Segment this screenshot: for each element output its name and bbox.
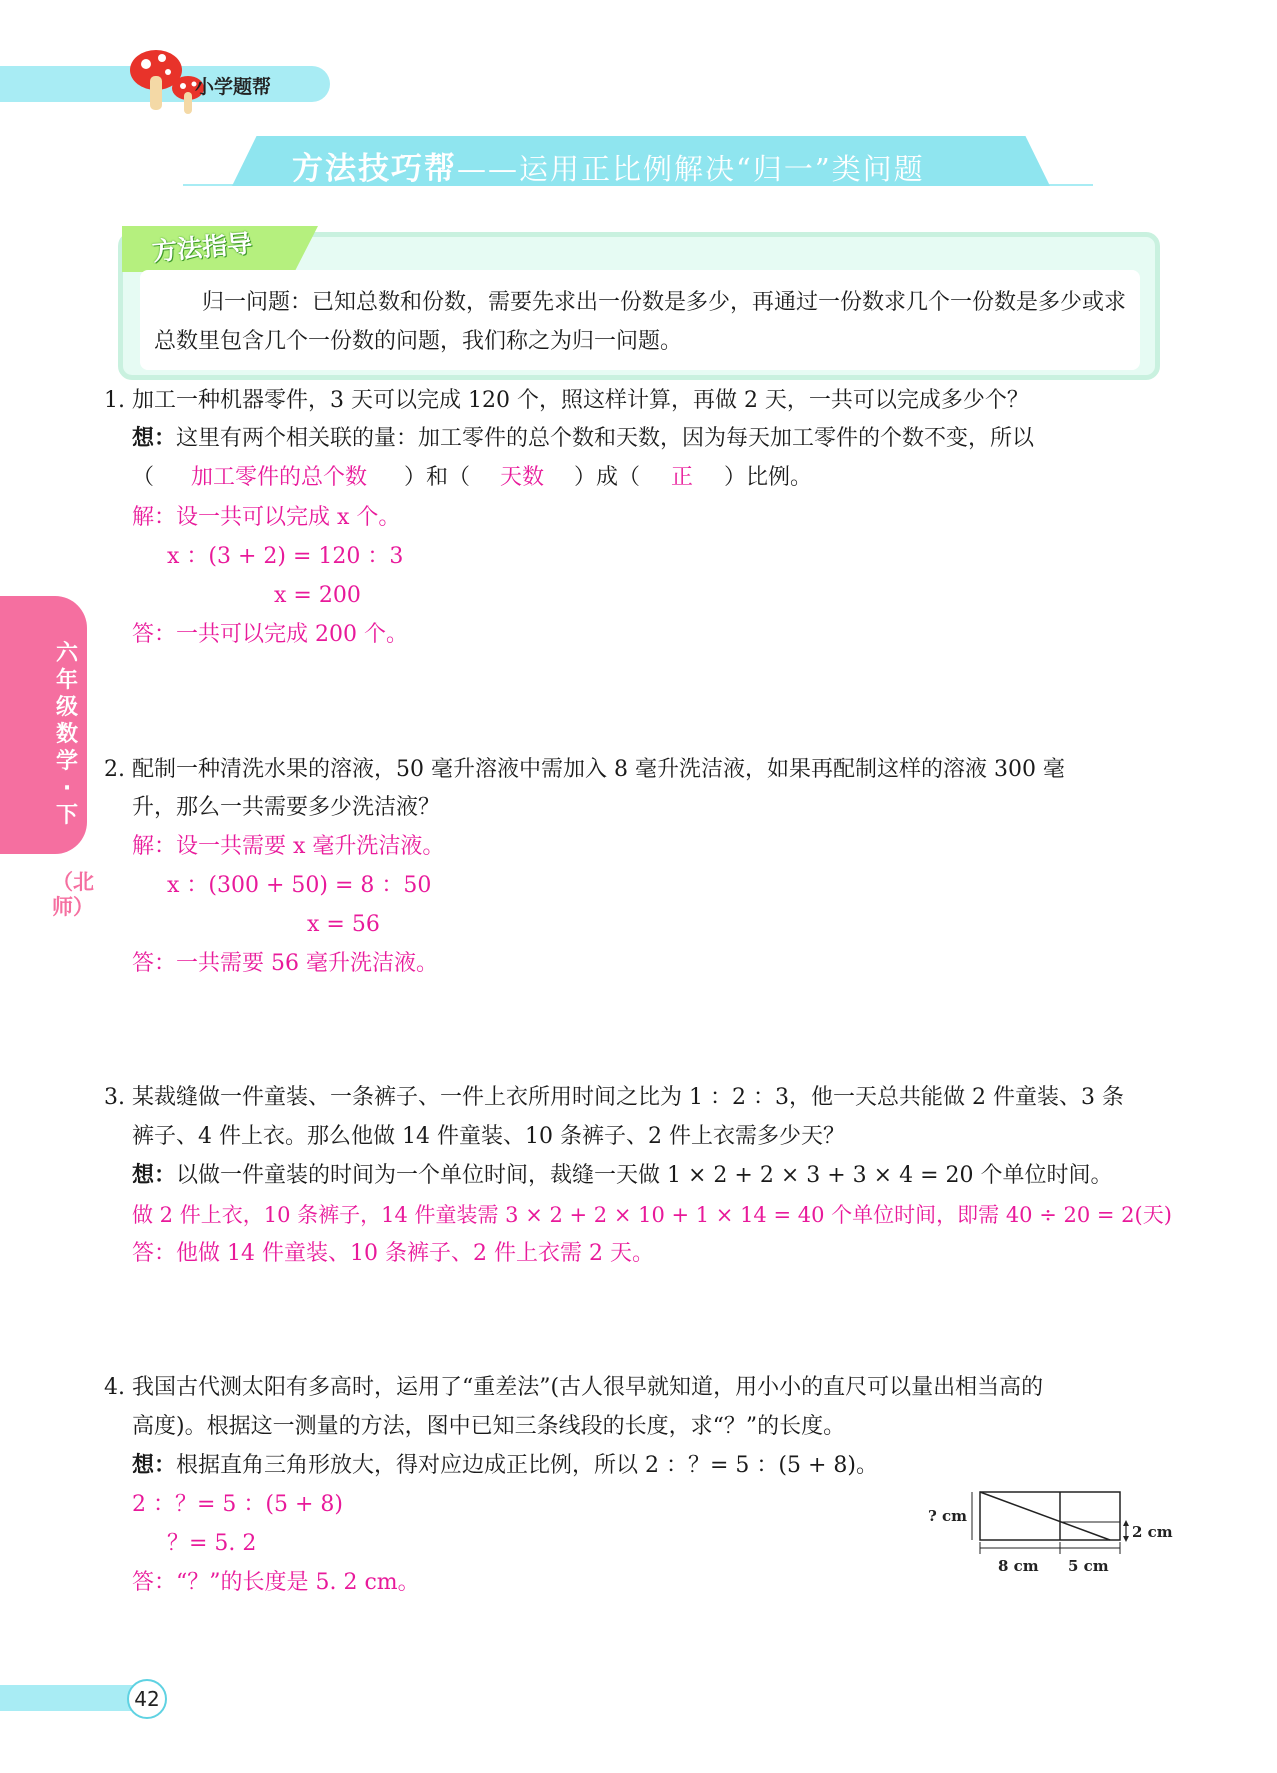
label-8cm: 8 cm [998, 1557, 1039, 1575]
q4-think-label: 想： [132, 1453, 177, 1478]
q3-stem-2: 裤子、4 件上衣。那么他做 14 件童装、10 条裤子、2 件上衣需多少天？ [132, 1124, 845, 1149]
q4-answer: 答：“？”的长度是 5. 2 cm。 [132, 1570, 420, 1595]
guide-text: 归一问题：已知总数和份数，需要先求出一份数是多少，再通过一份数求几个一份数是多少或求总数里包含几个一份数的问题，我们称之为归一问题。 [154, 290, 1127, 354]
q1-solution-2: x ：(3 + 2) = 120 ：3 [167, 544, 404, 569]
q1-paren: ）比例。 [724, 465, 813, 490]
footer-strip [0, 1685, 136, 1711]
q1-answer: 答：一共可以完成 200 个。 [132, 622, 408, 647]
q2-solution-1: 解：设一共需要 x 毫升洗洁液。 [132, 834, 445, 859]
q1-stem: 1. 加工一种机器零件，3 天可以完成 120 个，照这样计算，再做 2 天，一共可以完成多少个？ [104, 388, 1029, 413]
q4-think [132, 1451, 878, 1481]
q1-think [132, 424, 1034, 454]
q1-think-text: 这里有两个相关联的量：加工零件的总个数和天数，因为每天加工零件的个数不变，所以 [176, 426, 1035, 451]
q4-solution-2: ？= 5. 2 [167, 1531, 257, 1556]
title-main: 方法技巧帮 [292, 151, 457, 187]
label-5cm: 5 cm [1068, 1557, 1109, 1575]
q4-stem-2: 高度)。根据这一测量的方法，图中已知三条线段的长度，求“？”的长度。 [132, 1414, 846, 1439]
edition-label: （北师） [52, 870, 94, 919]
q4-solution-1: 2 ：？= 5 ：(5 + 8) [132, 1492, 343, 1517]
q1-solution-1: 解：设一共可以完成 x 个。 [132, 505, 401, 530]
q2-stem-1: 2. 配制一种清洗水果的溶液，50 毫升溶液中需加入 8 毫升洗洁液，如果再配制这样的溶液 300 毫 [104, 757, 1065, 782]
q4-think-text: 根据直角三角形放大，得对应边成正比例，所以 2 ：？= 5 ：(5 + 8)。 [176, 1453, 878, 1478]
brand-name: 小学题帮 [195, 76, 272, 98]
page-number: 42 [127, 1679, 167, 1719]
guide-tag-label: 方法指导 [151, 228, 254, 267]
q1-paren: （ [132, 465, 155, 490]
q1-blank-3: 正 [671, 465, 694, 490]
q1-blanks [132, 463, 812, 493]
label-unknown: ? cm [928, 1507, 968, 1525]
q3-think-label: 想： [132, 1163, 177, 1188]
q3-think-text: 以做一件童装的时间为一个单位时间，裁缝一天做 1 × 2 + 2 × 3 + 3 × 4 = 20 个单位时间。 [176, 1163, 1113, 1188]
q3-answer: 答：他做 14 件童装、10 条裤子、2 件上衣需 2 天。 [132, 1241, 654, 1266]
q1-blank-1: 加工零件的总个数 [191, 465, 368, 490]
q4-stem-1: 4. 我国古代测太阳有多高时，运用了“重差法”(古人很早就知道，用小小的直尺可以量出相当高的 [104, 1375, 1044, 1400]
q3-think [132, 1161, 1113, 1191]
q2-answer: 答：一共需要 56 毫升洗洁液。 [132, 951, 438, 976]
q1-paren: ）成（ [574, 465, 641, 490]
arrow-up-icon [1123, 1520, 1129, 1526]
grade-label: 六年级数学·下 [55, 641, 78, 828]
q1-think-label: 想： [132, 426, 177, 451]
page-title [292, 143, 925, 188]
q2-stem-2: 升，那么一共需要多少洗洁液？ [132, 795, 441, 820]
q3-stem-1: 3. 某裁缝做一件童装、一条裤子、一件上衣所用时间之比为 1 ：2 ：3，他一天总共能做 2 件童装、3 条 [104, 1085, 1124, 1110]
q2-solution-3: x = 56 [307, 912, 380, 937]
q1-paren: ）和（ [404, 465, 471, 490]
arrow-down-icon [1123, 1536, 1129, 1542]
q1-blank-2: 天数 [500, 465, 545, 490]
q3-solution: 做 2 件上衣，10 条裤子，14 件童装需 3 × 2 + 2 × 10 + 1 × 14 = 40 个单位时间，即需 40 ÷ 20 = 2(天) [132, 1203, 1172, 1227]
figure-diagonal [980, 1492, 1110, 1540]
q2-solution-2: x ：(300 + 50) = 8 ：50 [167, 873, 432, 898]
similar-triangles-figure [920, 1480, 1180, 1580]
title-sub: ——运用正比例解决“归一”类问题 [457, 152, 925, 186]
label-2cm: 2 cm [1132, 1523, 1173, 1541]
q1-solution-3: x = 200 [274, 583, 361, 608]
